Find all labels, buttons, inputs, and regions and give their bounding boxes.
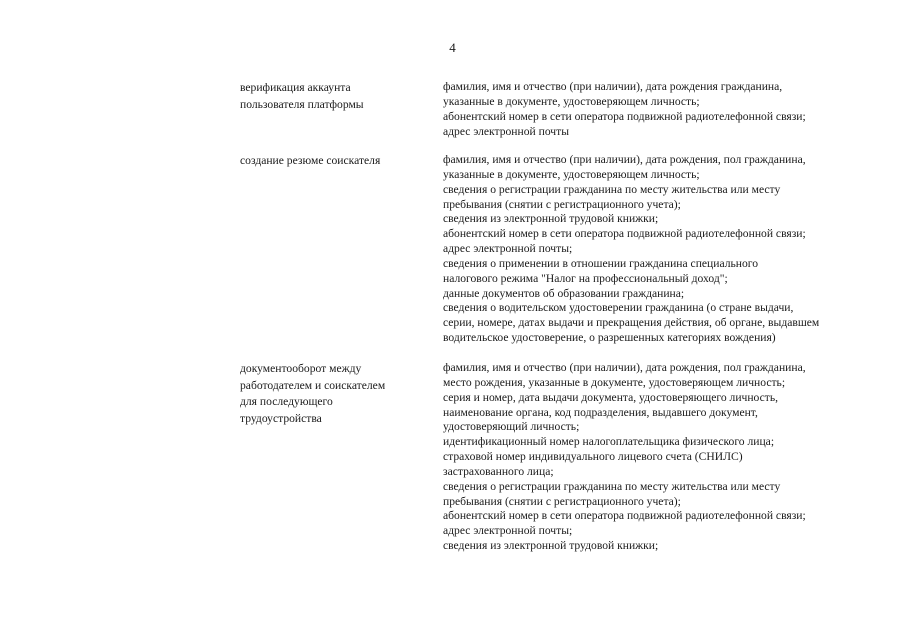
desc-line: абонентский номер в сети оператора подвижной радиотелефонной связи; [443, 509, 806, 523]
page-number: 4 [449, 40, 456, 55]
desc-line: адрес электронной почты; [443, 524, 573, 538]
label-line: для последующего [240, 395, 333, 409]
row-label [240, 80, 430, 113]
desc-line: сведения о водительском удостоверении гражданина (о стране выдачи, [443, 301, 794, 315]
desc-line: серия и номер, дата выдачи документа, удостоверяющего личность, [443, 390, 779, 404]
label-line: трудоустройства [240, 411, 322, 425]
desc-line: сведения из электронной трудовой книжки; [443, 212, 659, 226]
desc-line: водительское удостоверение, о разрешенных категориях вождения) [443, 331, 776, 345]
desc-line: пребывания (снятии с регистрационного учета); [443, 197, 681, 211]
desc-line: страховой номер индивидуального лицевого счета (СНИЛС) [443, 450, 743, 464]
desc-line: застрахованного лица; [443, 464, 554, 478]
label-line: документооборот между [240, 362, 362, 375]
desc-line: место рождения, указанные в документе, удостоверяющем личность; [443, 375, 786, 389]
desc-line: указанные в документе, удостоверяющем личность; [443, 167, 700, 181]
desc-line: сведения из электронной трудовой книжки; [443, 539, 659, 553]
desc-line: сведения о применении в отношении гражданина специального [443, 256, 759, 270]
desc-line: удостоверяющий личность; [443, 420, 580, 434]
desc-line: пребывания (снятии с регистрационного учета); [443, 494, 681, 508]
row-description [443, 80, 883, 139]
label-line: работодателем и соискателем [240, 378, 386, 392]
desc-line: фамилия, имя и отчество (при наличии), дата рождения, пол гражданина, [443, 153, 806, 166]
row-description [443, 153, 883, 346]
label-line: создание резюме соискателя [240, 154, 381, 167]
desc-line: данные документов об образовании гражданина; [443, 286, 685, 300]
label-line: пользователя платформы [240, 97, 364, 111]
label-line: верификация аккаунта [240, 81, 351, 94]
row-label [240, 153, 430, 170]
desc-line: налогового режима "Налог на профессиональный доход"; [443, 271, 728, 285]
desc-line: серии, номере, датах выдачи и прекращения действия, об органе, выдавшем [443, 316, 820, 330]
row-description [443, 361, 883, 554]
desc-line: адрес электронной почты [443, 124, 569, 138]
desc-line: адрес электронной почты; [443, 242, 573, 256]
desc-line: сведения о регистрации гражданина по месту жительства или месту [443, 479, 781, 493]
desc-line: абонентский номер в сети оператора подвижной радиотелефонной связи; [443, 227, 806, 241]
desc-line: фамилия, имя и отчество (при наличии), дата рождения гражданина, [443, 80, 783, 93]
desc-line: сведения о регистрации гражданина по месту жительства или месту [443, 182, 781, 196]
desc-line: фамилия, имя и отчество (при наличии), дата рождения, пол гражданина, [443, 361, 806, 374]
desc-line: указанные в документе, удостоверяющем личность; [443, 94, 700, 108]
desc-line: абонентский номер в сети оператора подвижной радиотелефонной связи; [443, 109, 806, 123]
desc-line: идентификационный номер налогоплательщика физического лица; [443, 435, 775, 449]
desc-line: наименование органа, код подразделения, выдавшего документ, [443, 405, 758, 419]
row-label [240, 361, 430, 427]
